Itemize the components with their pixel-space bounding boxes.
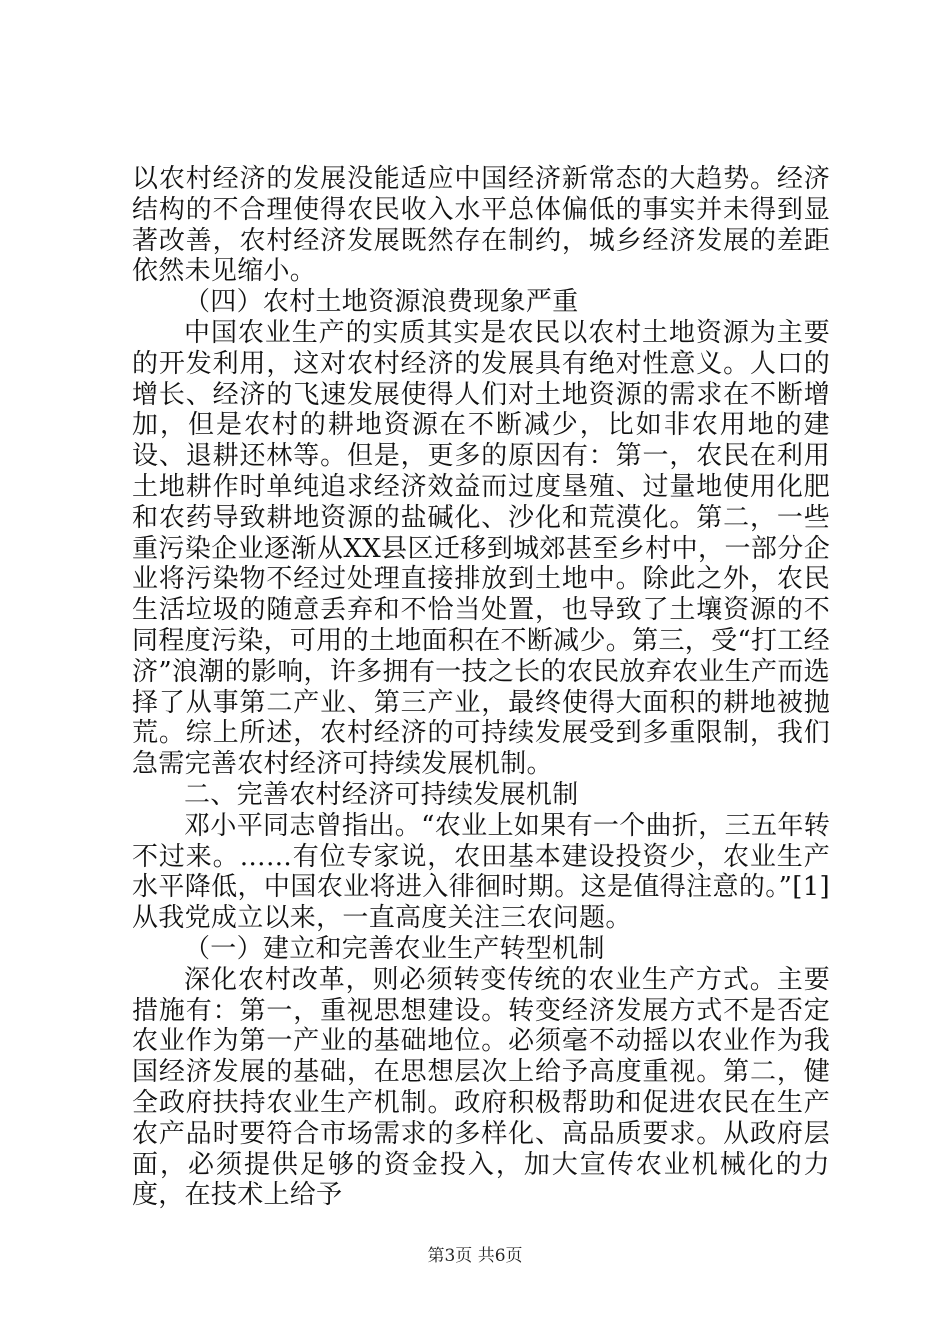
document-body	[132, 164, 830, 1211]
body-paragraph-continued: 以农村经济的发展没能适应中国经济新常态的大趋势。经济结构的不合理使得农民收入水平总体偏低的事实并未得到显著改善，农村经济发展既然存在制约，城乡经济发展的差距依然未见缩小。	[132, 164, 830, 287]
body-paragraph-transformation: 深化农村改革，则必须转变传统的农业生产方式。主要措施有：第一，重视思想建设。转变经济发展方式不是否定农业作为第一产业的基础地位。必须毫不动摇以农业作为我国经济发展的基础，在思想层次上给予高度重视。第二，健全政府扶持农业生产机制。政府积极帮助和促进农民在生产农产品时要符合市场需求的多样化、高品质要求。从政府层面，必须提供足够的资金投入，加大宣传农业机械化的力度，在技术上给予	[132, 964, 830, 1211]
chapter-heading-2: 二、完善农村经济可持续发展机制	[184, 779, 579, 810]
body-paragraph-quote: 邓小平同志曾指出。“农业上如果有一个曲折，三五年转不过来。……有位专家说，农田基本建设投资少，农业生产水平降低，中国农业将进入徘徊时期。这是值得注意的。”[1]从我党成立以来，一直高度关注三农问题。	[132, 810, 830, 934]
page-number-footer: 第3页 共6页	[427, 1246, 523, 1266]
body-paragraph-land-resources: 中国农业生产的实质其实是农民以农村土地资源为主要的开发利用，这对农村经济的发展具有绝对性意义。人口的增长、经济的飞速发展使得人们对土地资源的需求在不断增加，但是农村的耕地资源在不断减少，比如非农用地的建设、退耕还林等。但是，更多的原因有：第一，农民在利用土地耕作时单纯追求经济效益而过度垦殖、过量地使用化肥和农药导致耕地资源的盐碱化、沙化和荒漠化。第二，一些重污染企业逐渐从XX县区迁移到城郊甚至乡村中，一部分企业将污染物不经过处理直接排放到土地中。除此之外，农民生活垃圾的随意丢弃和不恰当处置，也导致了土壤资源的不同程度污染，可用的土地面积在不断减少。第三，受“打工经济”浪潮的影响，许多拥有一技之长的农民放弃农业生产而选择了从事第二产业、第三产业，最终使得大面积的耕地被抛荒。综上所述，农村经济的可持续发展受到多重限制，我们急需完善农村经济可持续发展机制。	[132, 317, 830, 780]
section-heading-1: （一）建立和完善农业生产转型机制	[184, 933, 605, 964]
section-heading-4: （四）农村土地资源浪费现象严重	[184, 287, 579, 318]
